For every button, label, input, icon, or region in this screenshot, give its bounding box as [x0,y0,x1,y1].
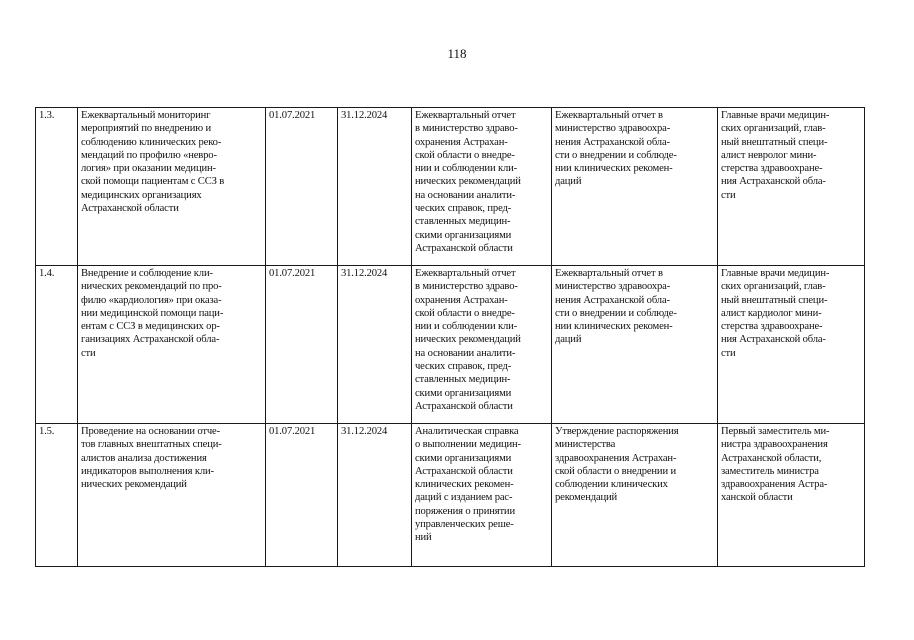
end-date-cell: 31.12.2024 [338,266,412,424]
row-number-cell: 1.3. [36,108,78,266]
activity-cell: Внедрение и соблюдение кли- нических рекомендаций по про- филю «кардиология» при оказа- нии медицинской помощи паци- ентам с ССЗ в медицинских ор- ганизациях Астраханской обла- сти [78,266,266,424]
table-row [36,266,865,424]
activity-cell: Ежеквартальный мониторинг мероприятий по внедрению и соблюдению клинических реко- мендаций по профилю «невро- логия» при оказании медицин- ской помощи пациентам с ССЗ в медицинских организациях Астраханской области [78,108,266,266]
page-number: 118 [447,46,467,61]
activity-cell: Проведение на основании отче- тов главных внештатных специ- алистов анализа достижения индикаторов выполнения кли- нических рекомендаций [78,424,266,567]
responsible-cell: Главные врачи медицин- ских организаций, глав- ный внештатный специ- алист невролог мини- стерства здравоохране- ния Астраханской обла- сти [718,108,865,266]
table-row [36,108,865,266]
responsible-cell: Главные врачи медицин- ских организаций, глав- ный внештатный специ- алист кардиолог мини- стерства здравоохране- ния Астраханской обла- сти [718,266,865,424]
control-cell: Утверждение распоряжения министерства здравоохранения Астрахан- ской области о внедрении и соблюдении клинических рекомендаций [552,424,718,567]
activities-table [35,107,865,567]
row-number-cell: 1.5. [36,424,78,567]
start-date-cell: 01.07.2021 [266,108,338,266]
control-cell: Ежеквартальный отчет в министерство здравоохра- нения Астраханской обла- сти о внедрении и соблюде- нии клинических рекомен- даций [552,108,718,266]
start-date-cell: 01.07.2021 [266,424,338,567]
result-cell: Аналитическая справка о выполнении медицин- скими организациями Астраханской области клинических рекомен- даций с изданием рас- поряжения о принятии управленческих реше- ний [412,424,552,567]
responsible-cell: Первый заместитель ми- нистра здравоохранения Астраханской области, заместитель министра здравоохранения Астра- ханской области [718,424,865,567]
table-row [36,424,865,567]
result-cell: Ежеквартальный отчет в министерство здраво- охранения Астрахан- ской области о внедре- нии и соблюдении кли- нических рекомендаций на основании аналити- ческих справок, пред- ставленных медицин- скими организациями Астраханской области [412,266,552,424]
result-cell: Ежеквартальный отчет в министерство здраво- охранения Астрахан- ской области о внедре- нии и соблюдении кли- нических рекомендаций на основании аналити- ческих справок, пред- ставленных медицин- скими организациями Астраханской области [412,108,552,266]
start-date-cell: 01.07.2021 [266,266,338,424]
row-number-cell: 1.4. [36,266,78,424]
end-date-cell: 31.12.2024 [338,108,412,266]
control-cell: Ежеквартальный отчет в министерство здравоохра- нения Астраханской обла- сти о внедрении и соблюде- нии клинических рекомен- даций [552,266,718,424]
end-date-cell: 31.12.2024 [338,424,412,567]
